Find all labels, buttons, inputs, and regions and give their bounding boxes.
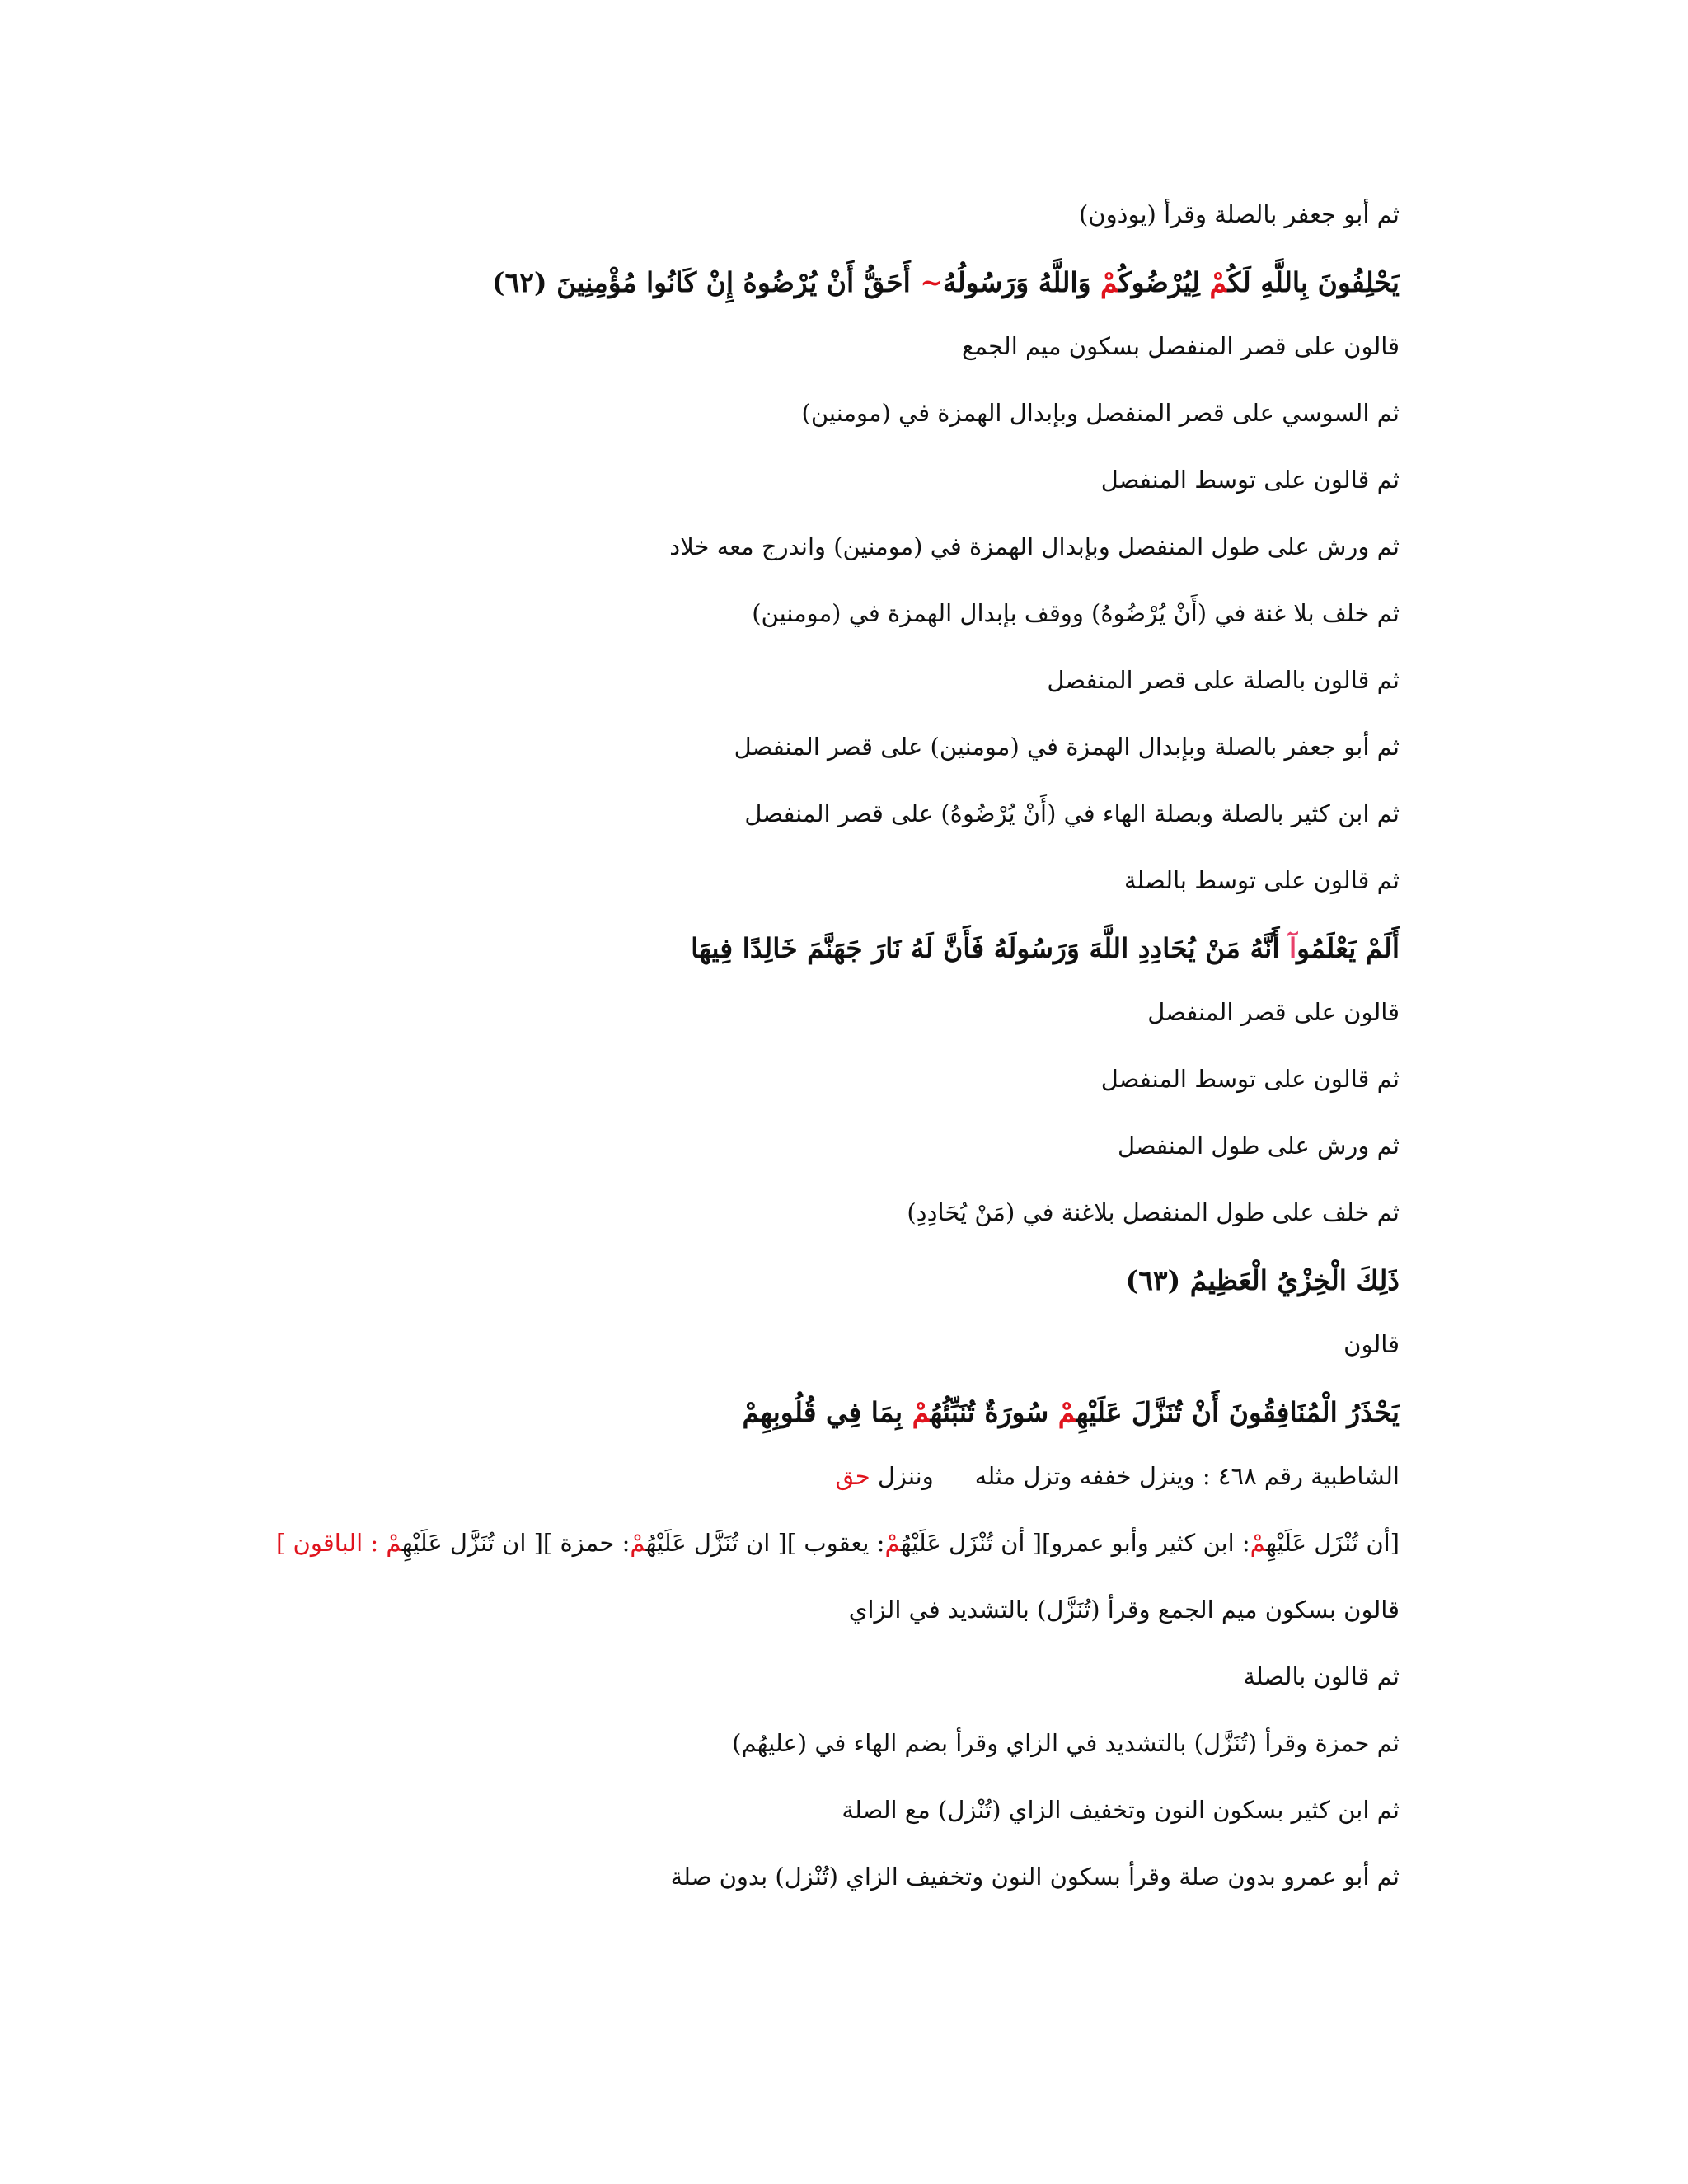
line-gap [0,1162,1400,1196]
text-run: ثم قالون بالصلة [1243,1662,1400,1690]
text-run: ثم قالون على توسط المنفصل [1100,466,1400,494]
text-run: : حمزة ][ ان تُنَزَّل عَلَيْهِ [401,1529,631,1557]
line-gap [0,1626,1400,1660]
commentary-line [0,1793,1400,1826]
text-run: الشاطبية رقم ٤٦٨ : وينزل خففه وتزل مثله [974,1462,1400,1490]
text-run: قالون على قصر المنفصل [1147,998,1400,1026]
text-run: أَنَّهُ مَنْ يُحَادِدِ اللَّهَ وَرَسُولَهُ فَأَنَّ لَهُ نَارَ جَهَنَّمَ خَالِدًا فِيهَا [691,932,1289,964]
line-gap [0,1826,1400,1860]
text-run: ثم ورش على طول المنفصل وبإبدال الهمزة في (مومنين) واندرج معه خلاد [669,532,1400,560]
text-run: ثم ابن كثير بسكون النون وتخفيف الزاي (تُنْزل) مع الصلة [842,1796,1400,1824]
commentary-line [0,330,1400,363]
text-run: ثم خلف على طول المنفصل بلاغنة في (مَنْ يُحَادِدِ) [907,1198,1400,1226]
commentary-line [0,530,1400,563]
commentary-line [0,1129,1400,1162]
commentary-line [0,1860,1400,1893]
line-gap [0,496,1400,530]
line-gap [0,830,1400,864]
highlighted-text: مْ [1209,266,1228,298]
line-gap [0,363,1400,396]
line-gap [0,1299,1400,1328]
text-run: ثم خلف بلا غنة في (أَنْ يُرْضُوهُ) ووقف بإبدال الهمزة في (مومنين) [752,599,1400,627]
text-run: ثم قالون على توسط بالصلة [1123,866,1400,894]
line-gap [0,967,1400,996]
commentary-line [0,198,1400,231]
highlighted-text: مْ : الباقون ] [276,1529,402,1557]
commentary-line [0,1660,1400,1693]
text-run: يَحْذَرُ الْمُنَافِقُونَ أَنْ تُنَزَّلَ عَلَيْهِ [1076,1396,1400,1428]
document-body [0,198,1400,1927]
text-run: : ابن كثير وأبو عمرو][ أن تُنْزَل عَلَيْهُ [900,1529,1250,1557]
text-run: لِيُرْضُوكُ [1118,266,1210,298]
text-run: ثم السوسي على قصر المنفصل وبإبدال الهمزة في (مومنين) [801,399,1400,427]
text-run: أَحَقُّ أَنْ يُرْضُوهُ إِنْ كَانُوا مُؤْمِنِينَ (٦٢) [491,266,921,298]
commentary-line [0,1526,1400,1559]
commentary-line [0,996,1400,1029]
commentary-line [0,1593,1400,1626]
text-run: وَاللَّهُ وَرَسُولُهُ [942,266,1100,298]
text-run: ثم قالون على توسط المنفصل [1100,1065,1400,1093]
line-gap [0,1229,1400,1263]
text-run: قالون [1343,1330,1400,1358]
commentary-line [0,1328,1400,1361]
text-run: بِمَا فِي قُلُوبِهِمْ [742,1396,912,1428]
line-gap [0,231,1400,265]
highlighted-text: آ [1288,932,1297,964]
line-gap [0,1095,1400,1129]
text-run: ثم قالون بالصلة على قصر المنفصل [1047,666,1400,694]
highlighted-text: مْ [912,1396,931,1428]
ayah-line [0,1263,1400,1299]
line-gap [0,429,1400,463]
line-gap [0,1693,1400,1727]
commentary-line [0,730,1400,763]
text-run: قالون على قصر المنفصل بسكون ميم الجمع [961,332,1400,360]
text-run: ثم أبو جعفر بالصلة وقرأ (يوذون) [1078,200,1400,228]
commentary-line [0,396,1400,429]
highlighted-text: ~ [920,266,943,298]
line-gap [0,696,1400,730]
highlighted-text: مْ [1100,266,1118,298]
highlighted-text: مْ [630,1529,646,1557]
commentary-line [0,463,1400,496]
text-run: ثم حمزة وقرأ (تُنَزَّل) بالتشديد في الزاي وقرأ بضم الهاء في (عليهُم) [732,1729,1400,1757]
text-run: يَحْلِفُونَ بِاللَّهِ لَكُ [1227,266,1400,298]
text-run: : يعقوب ][ ان تُنَزَّل عَلَيْهُ [645,1529,885,1557]
text-run: وننزل [870,1462,934,1490]
line-gap [0,1493,1400,1526]
commentary-line [0,797,1400,830]
commentary-line [0,597,1400,630]
line-gap [0,630,1400,663]
line-gap [0,1760,1400,1793]
text-run: قالون بسكون ميم الجمع وقرأ (تُنَزَّل) بالتشديد في الزاي [848,1596,1400,1624]
line-gap [0,1361,1400,1394]
text-run: ذَلِكَ الْخِزْيُ الْعَظِيمُ (٦٣) [1125,1264,1400,1296]
text-run: ثم أبو جعفر بالصلة وبإبدال الهمزة في (مومنين) على قصر المنفصل [734,733,1400,761]
text-run: ثم ورش على طول المنفصل [1117,1132,1400,1160]
commentary-line [0,1727,1400,1760]
line-gap [0,1431,1400,1460]
text-run: ثم ابن كثير بالصلة وبصلة الهاء في (أَنْ يُرْضُوهُ) على قصر المنفصل [744,799,1400,827]
line-gap [0,763,1400,797]
text-run: أَلَمْ يَعْلَمُو [1296,932,1400,964]
commentary-line [0,1196,1400,1229]
highlighted-text: حق [835,1462,870,1490]
ayah-line [0,1394,1400,1431]
commentary-line [0,864,1400,897]
text-run: ثم أبو عمرو بدون صلة وقرأ بسكون النون وتخفيف الزاي (تُنْزل) بدون صلة [670,1863,1400,1891]
line-gap [0,1559,1400,1593]
line-gap [0,897,1400,930]
highlighted-text: مْ [1250,1529,1266,1557]
line-gap [0,301,1400,330]
ayah-line [0,930,1400,967]
commentary-line [0,663,1400,696]
commentary-line [0,1062,1400,1095]
highlighted-text: مْ [884,1529,901,1557]
line-gap [0,563,1400,597]
commentary-line [0,1460,1400,1493]
line-gap [0,1029,1400,1062]
text-run: [أن تُنْزَل عَلَيْهِ [1265,1529,1400,1557]
text-run: سُورَةٌ تُنَبِّئُهُ [930,1396,1058,1428]
line-gap [0,1893,1400,1927]
highlighted-text: مْ [1057,1396,1076,1428]
ayah-line [0,265,1400,301]
